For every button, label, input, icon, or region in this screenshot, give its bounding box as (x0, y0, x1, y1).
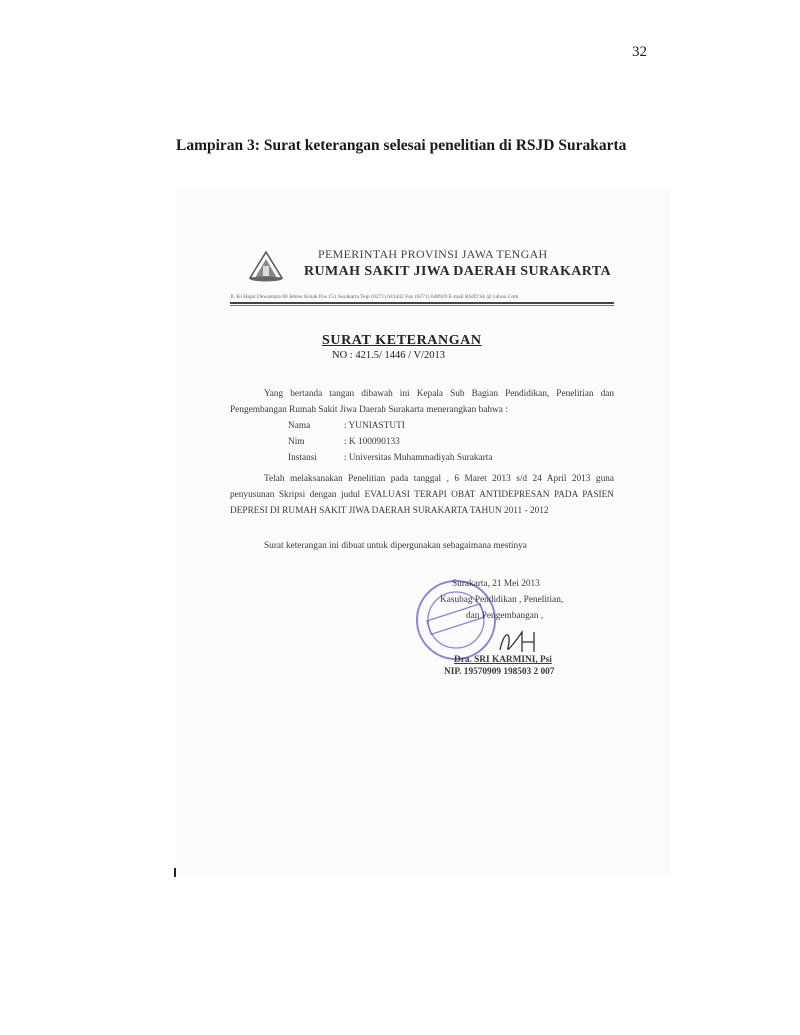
letter-title: SURAT KETERANGAN (322, 333, 482, 348)
letterhead-hospital: RUMAH SAKIT JIWA DAERAH SURAKARTA (304, 264, 612, 279)
field-label: Nama (288, 421, 311, 431)
field-value: : K 100090133 (344, 437, 400, 447)
field-row-nim (288, 437, 400, 447)
handwritten-signature-icon (494, 626, 544, 656)
field-value: : YUNIASTUTI (344, 421, 405, 431)
field-label: Nim (288, 437, 305, 447)
signatory-name: Dra. SRI KARMINI, Psi (454, 655, 552, 665)
province-logo-icon (246, 248, 286, 282)
scanned-letter (176, 190, 670, 874)
letterhead-address: Jl. Ki Hajar Dewantara 80 Jebres Kotak Pos 151 Surakarta Telp (0271) 641442 Fax (0271) 648920 E-mail RSJD Sk @ yahoo.Com (230, 294, 519, 300)
letter-closing: Surat keterangan ini dibuat untuk dipergunakan sebagaimana mestinya (264, 541, 527, 551)
field-label: Instansi (288, 453, 317, 463)
letterhead-rule (230, 302, 614, 304)
signatory-nip: NIP. 19570909 198503 2 007 (444, 667, 555, 677)
signature-position-line2: dan Pengembangan , (466, 611, 544, 621)
signature-position-line1: Kasubag Pendidikan , Penelitian, (440, 595, 564, 605)
letter-body: Telah melaksanakan Penelitian pada tanggal , 6 Maret 2013 s/d 24 April 2013 guna penyusunan Skripsi dengan judul EVALUASI TERAPI OBAT ANTIDEPRESAN PADA PASIEN DEPRESI DI RUMAH SAKIT JIWA DAERAH SURAKARTA TAHUN 2011 - 2012 (230, 474, 614, 516)
scan-edge-mark (174, 868, 176, 877)
letterhead-rule-thin (230, 305, 614, 306)
letter-number: NO : 421.5/ 1446 / V/2013 (332, 350, 445, 361)
field-row-nama (288, 421, 405, 431)
letter-intro: Yang bertanda tangan dibawah ini Kepala Sub Bagian Pendidikan, Penelitian dan Pengembangan Rumah Sakit Jiwa Daerah Surakarta menerangkan bahwa : (230, 389, 614, 415)
field-row-instansi (288, 453, 492, 463)
letterhead-government: PEMERINTAH PROVINSI JAWA TENGAH (318, 247, 548, 261)
page-number: 32 (632, 44, 647, 60)
field-value: : Universitas Muhammadiyah Surakarta (344, 453, 493, 463)
appendix-caption: Lampiran 3: Surat keterangan selesai penelitian di RSJD Surakarta (176, 137, 627, 154)
signature-place-date: Surakarta, 21 Mei 2013 (452, 579, 540, 589)
